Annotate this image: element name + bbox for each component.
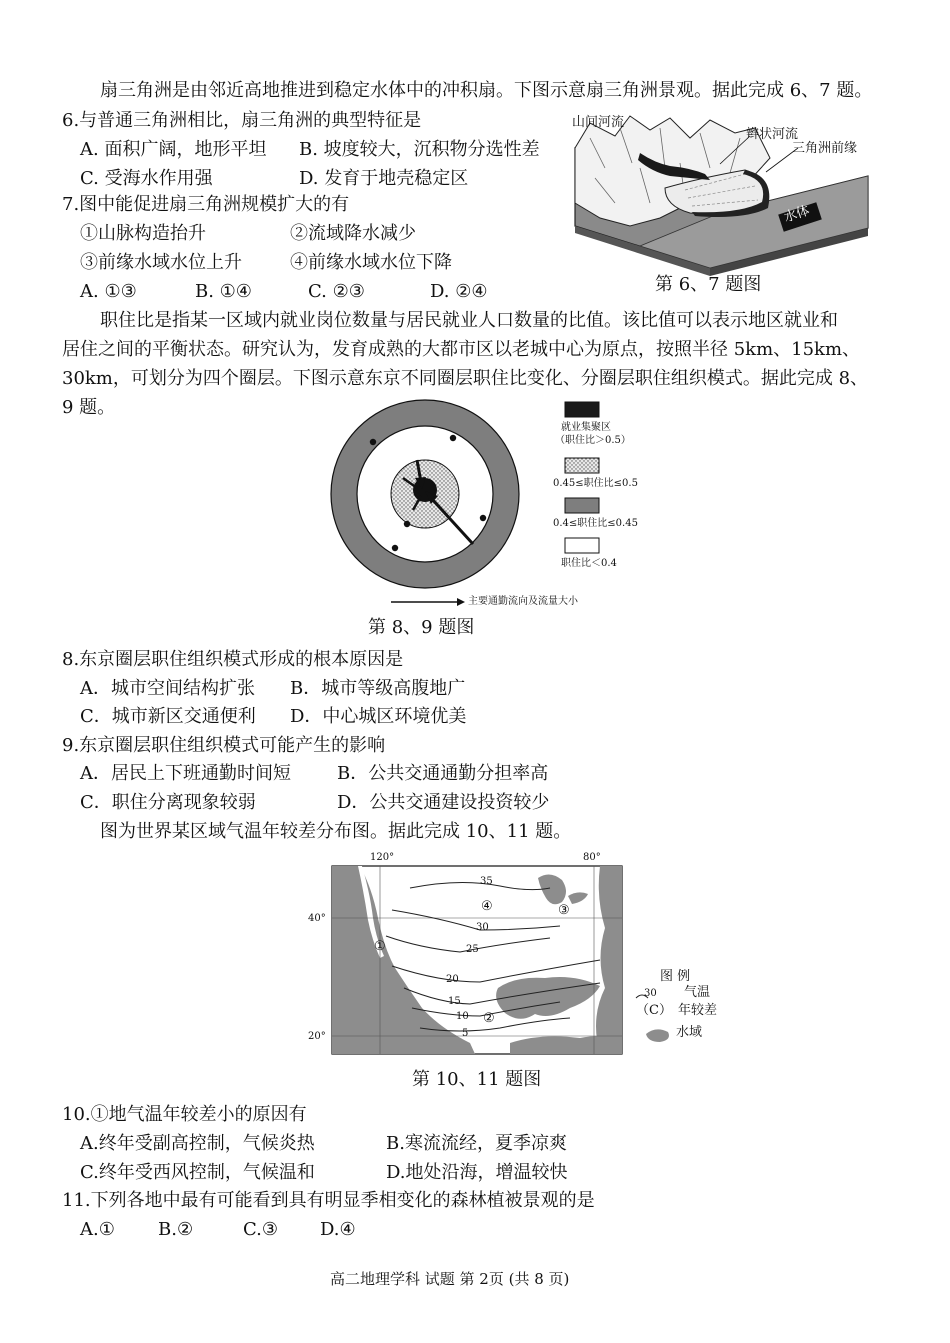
temperature-range-map-figure	[300, 848, 730, 1058]
intro-jobs-housing-line3: 30km，可划分为四个圈层。下图示意东京不同圈层职住比变化、分圈层职住组织模式。据此完成 8、	[62, 368, 869, 389]
isotherm-label-10: 10	[456, 1011, 469, 1022]
question-10-option-c[interactable]: C.终年受西风控制，气候温和	[80, 1162, 315, 1183]
intro-jobs-housing-line1: 职住比是指某一区域内就业岗位数量与居民就业人口数量的比值。该比值可以表示地区就业和	[100, 310, 838, 331]
question-9-option-c[interactable]: C．职住分离现象较弱	[80, 792, 256, 813]
question-7-statement-1: ①山脉构造抬升	[80, 223, 206, 244]
question-8-option-d[interactable]: D．中心城区环境优美	[290, 706, 467, 727]
intro-fan-delta: 扇三角洲是由邻近高地推进到稳定水体中的冲积扇。下图示意扇三角洲景观。据此完成 6、7 题。	[100, 80, 873, 101]
temperature-range-map	[300, 848, 730, 1058]
question-7-stem: 7.图中能促进扇三角洲规模扩大的有	[62, 194, 350, 215]
isotherm-label-5: 5	[462, 1028, 469, 1039]
question-6-option-d[interactable]: D. 发育于地壳稳定区	[299, 168, 469, 189]
label-mountain-river: 山间河流	[572, 115, 625, 130]
question-7-option-c[interactable]: C. ②③	[308, 281, 365, 302]
question-8-stem: 8.东京圈层职住组织模式形成的根本原因是	[62, 649, 404, 670]
label-delta-front: 三角洲前缘	[792, 141, 858, 156]
map-longitude-80: 80°	[583, 852, 601, 863]
isotherm-label-35: 35	[480, 876, 493, 887]
isotherm-label-25: 25	[466, 944, 479, 955]
map-point-2: ②	[483, 1011, 495, 1026]
intro-jobs-housing-line4: 9 题。	[62, 397, 116, 418]
question-7-statement-3: ③前缘水域水位上升	[80, 252, 242, 273]
fan-delta-figure	[570, 108, 880, 276]
intro-jobs-housing-line2: 居住之间的平衡状态。研究认为，发育成熟的大都市区以老城中心为原点，按照半径 5km、15km、	[62, 339, 861, 360]
question-6-option-b[interactable]: B. 坡度较大，沉积物分选性差	[299, 139, 540, 160]
page-footer: 高二地理学科 试题 第 2页 (共 8 页)	[330, 1270, 570, 1288]
question-6-option-c[interactable]: C. 受海水作用强	[80, 168, 213, 189]
legend-employment-cluster: 就业集聚区	[561, 422, 611, 433]
legend-commute-arrow: 主要通勤流向及流量大小	[468, 596, 578, 607]
question-10-stem: 10.①地气温年较差小的原因有	[62, 1104, 307, 1125]
question-9-option-a[interactable]: A．居民上下班通勤时间短	[80, 763, 291, 784]
isotherm-label-30: 30	[476, 922, 489, 933]
figure-67-caption: 第 6、7 题图	[655, 274, 762, 295]
map-latitude-40: 40°	[308, 913, 326, 924]
legend-ratio-045-05: 0.45≤职住比≤0.5	[553, 478, 638, 489]
isotherm-label-20: 20	[446, 974, 459, 985]
question-8-option-c[interactable]: C．城市新区交通便利	[80, 706, 256, 727]
question-6-option-a[interactable]: A. 面积广阔，地形平坦	[80, 139, 267, 160]
question-7-statement-4: ④前缘水域水位下降	[290, 252, 452, 273]
legend-employment-cluster-range: （职住比＞0.5）	[555, 435, 631, 446]
label-water-body: 水体	[782, 203, 812, 226]
map-latitude-20: 20°	[308, 1031, 326, 1042]
question-7-option-b[interactable]: B. ①④	[195, 281, 252, 302]
question-10-option-d[interactable]: D.地处沿海，增温较快	[386, 1162, 568, 1183]
question-11-stem: 11.下列各地中最有可能看到具有明显季相变化的森林植被景观的是	[62, 1190, 595, 1211]
question-10-option-b[interactable]: B.寒流流经，夏季凉爽	[386, 1133, 567, 1154]
question-11-option-d[interactable]: D.④	[320, 1219, 356, 1240]
question-11-option-c[interactable]: C.③	[243, 1219, 278, 1240]
question-6-stem: 6.与普通三角洲相比，扇三角洲的典型特征是	[62, 110, 422, 131]
label-braided-river: 辫状河流	[746, 127, 799, 142]
figure-89-caption: 第 8、9 题图	[368, 617, 475, 638]
question-8-option-b[interactable]: B．城市等级高腹地广	[290, 678, 466, 699]
map-longitude-120: 120°	[370, 852, 395, 863]
legend-title: 图 例	[660, 969, 691, 984]
legend-isotherm-unit: （C）	[636, 1003, 672, 1018]
question-9-option-b[interactable]: B．公共交通通勤分担率高	[337, 763, 549, 784]
fan-delta-diagram	[570, 108, 880, 276]
map-point-3: ③	[558, 903, 570, 918]
map-point-1: ①	[374, 939, 386, 954]
question-7-option-d[interactable]: D. ②④	[430, 281, 488, 302]
question-8-option-a[interactable]: A．城市空间结构扩张	[80, 678, 255, 699]
question-7-statement-2: ②流域降水减少	[290, 223, 416, 244]
tokyo-ring-figure	[325, 398, 645, 613]
map-point-4: ④	[481, 899, 493, 914]
legend-isotherm-label-a: 气温	[684, 985, 711, 1000]
question-9-option-d[interactable]: D．公共交通建设投资较少	[337, 792, 550, 813]
legend-isotherm-value: 30	[644, 988, 657, 999]
legend-ratio-04-045: 0.4≤职住比≤0.45	[553, 518, 638, 529]
question-11-option-a[interactable]: A.①	[80, 1219, 115, 1240]
question-7-option-a[interactable]: A. ①③	[80, 281, 137, 302]
legend-isotherm-label-b: 年较差	[678, 1003, 718, 1018]
question-11-option-b[interactable]: B.②	[158, 1219, 194, 1240]
legend-ratio-below-04: 职住比＜0.4	[561, 558, 617, 569]
isotherm-label-15: 15	[448, 996, 461, 1007]
legend-water-area: 水域	[676, 1025, 703, 1040]
intro-temperature-range: 图为世界某区域气温年较差分布图。据此完成 10、11 题。	[100, 821, 572, 842]
question-10-option-a[interactable]: A.终年受副高控制，气候炎热	[80, 1133, 315, 1154]
question-9-stem: 9.东京圈层职住组织模式可能产生的影响	[62, 735, 386, 756]
figure-1011-caption: 第 10、11 题图	[412, 1069, 542, 1090]
